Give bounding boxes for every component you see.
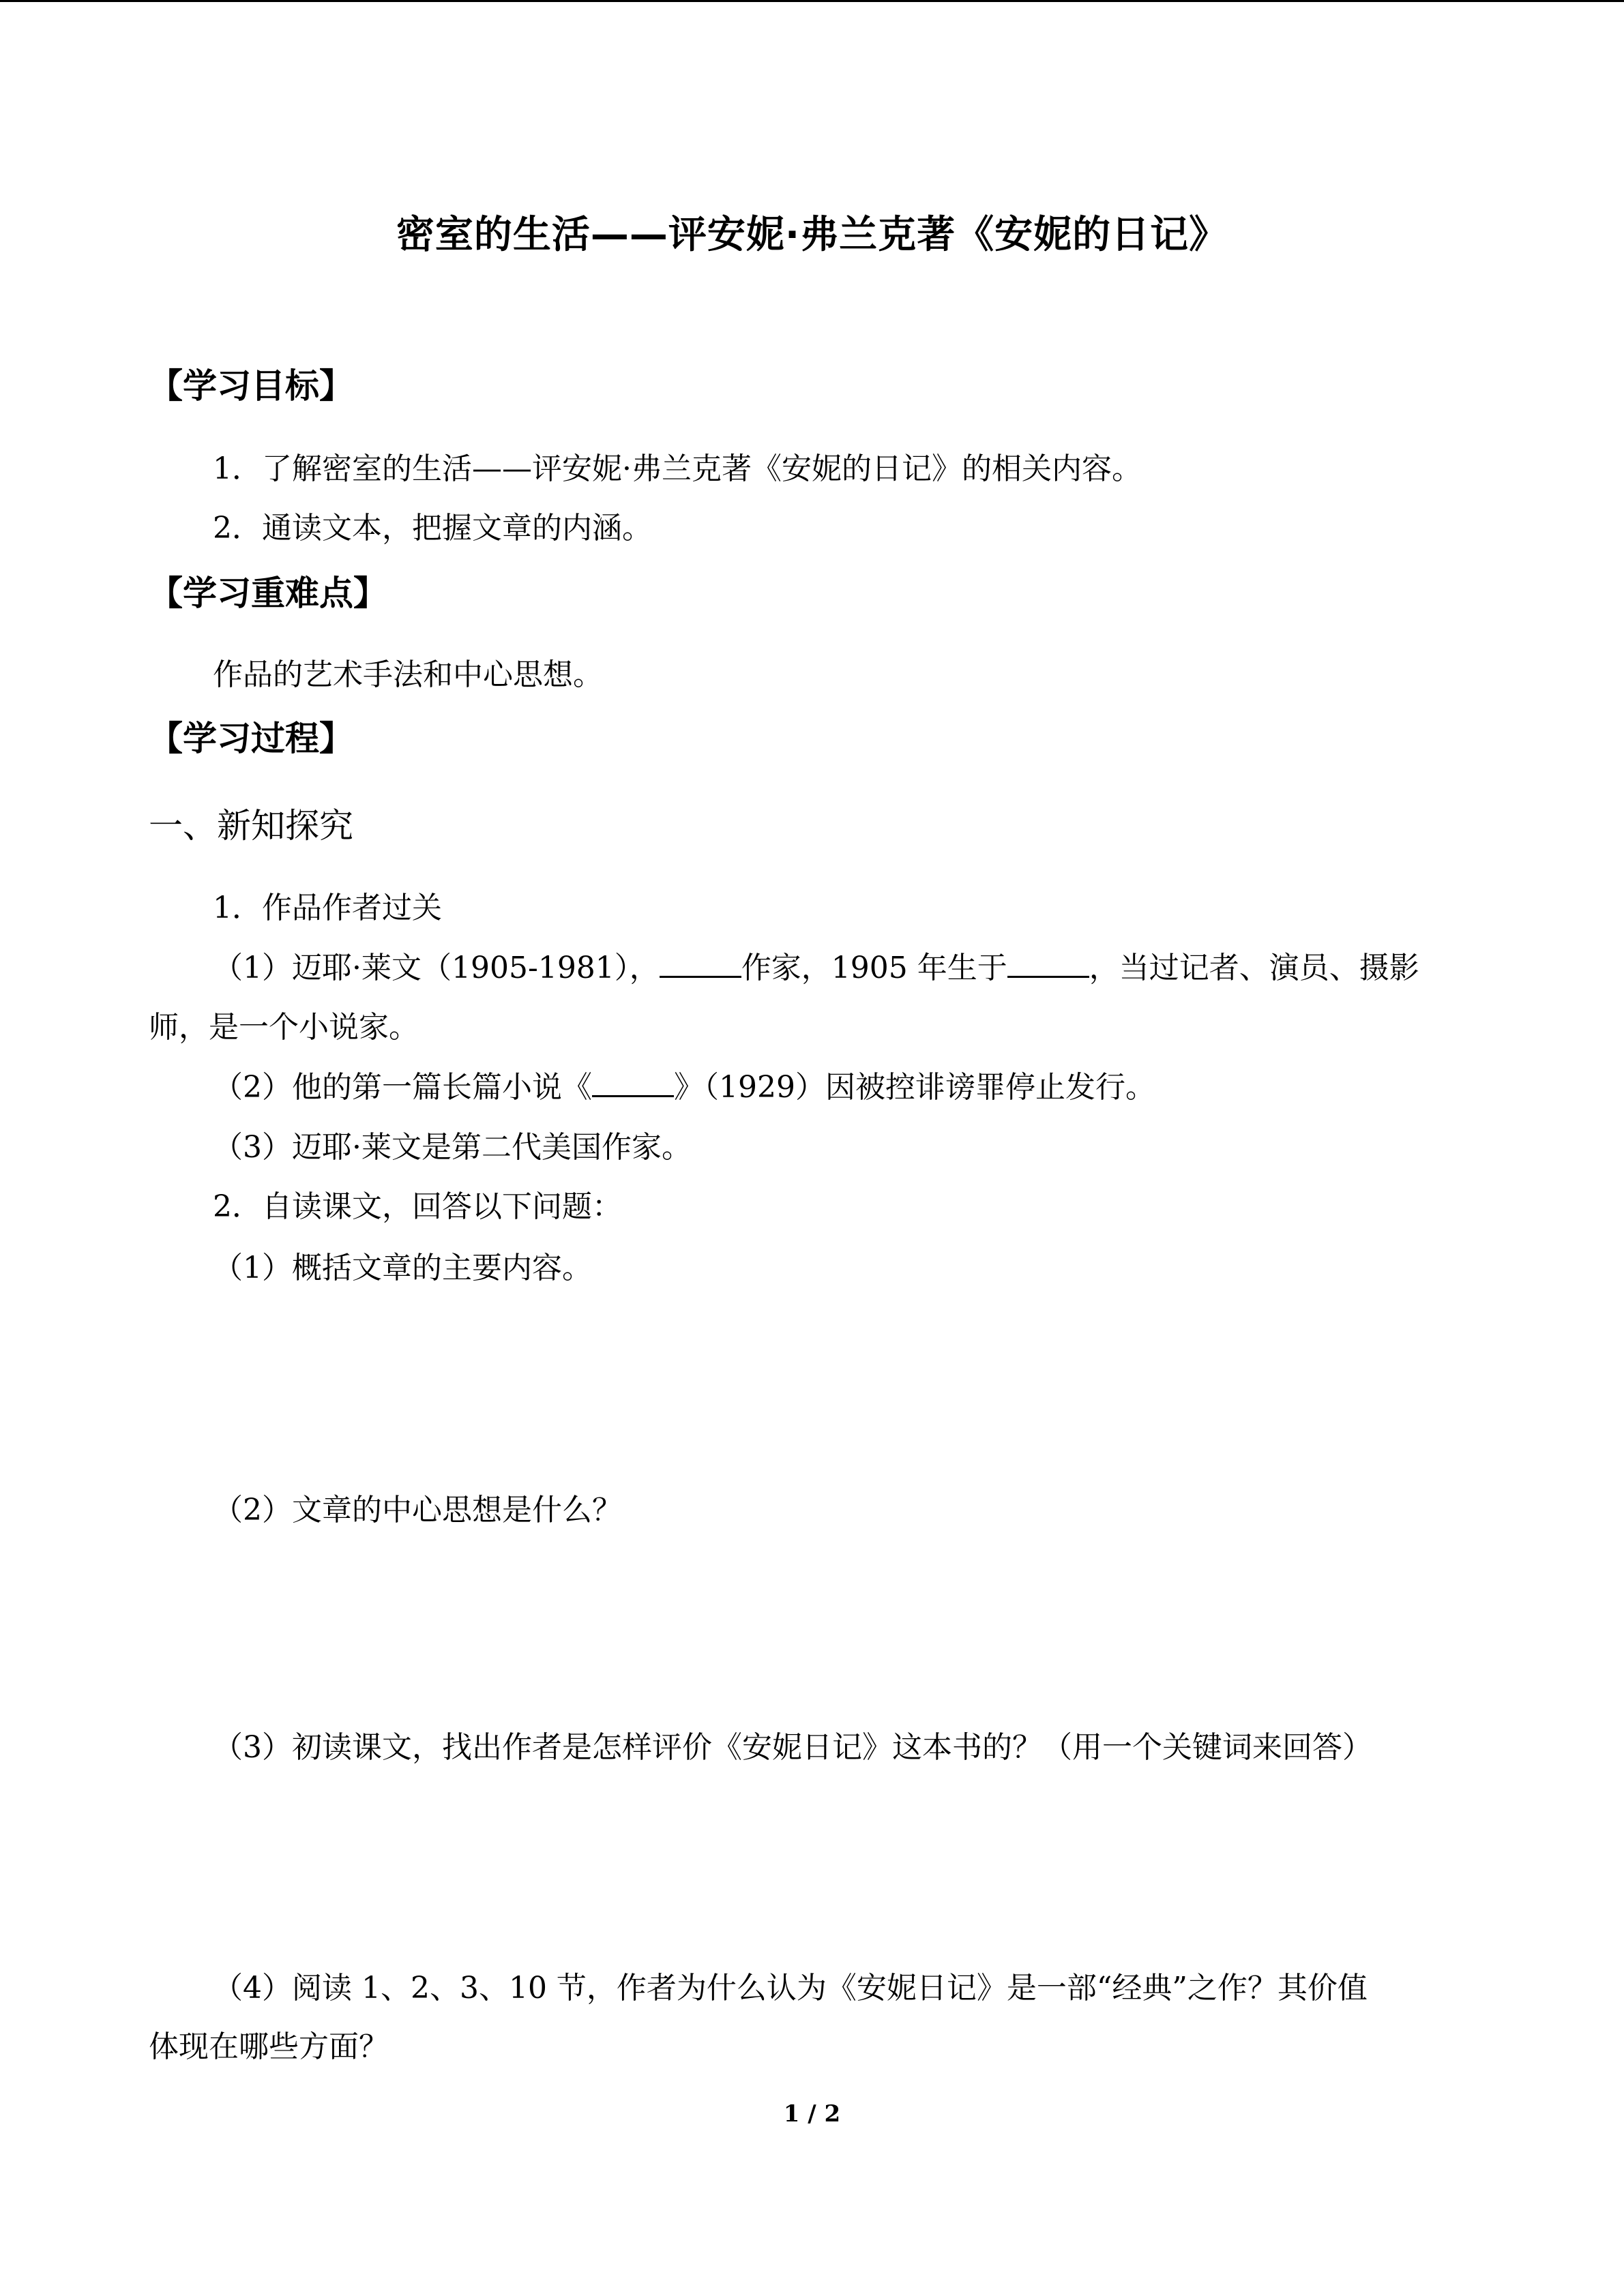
key-points-heading: 【学习重难点】 (149, 573, 387, 613)
q1-item-1-part-a: （1）迈耶·莱文（1905-1981）， (213, 951, 660, 985)
q1-item-1-continued: 师，是一个小说家。 (149, 1010, 419, 1045)
q1-item-1 (213, 946, 1419, 990)
q2-sub-2: （2）文章的中心思想是什么？ (213, 1493, 622, 1527)
fill-blank-birthplace[interactable] (1007, 949, 1089, 978)
fill-blank-novel-title[interactable] (592, 1068, 674, 1097)
q1-label: 1．作品作者过关 (213, 891, 442, 925)
q2-sub-4: （4）阅读 1、2、3、10 节，作者为什么认为《安妮日记》是一部“经典”之作？其价值 (213, 1971, 1368, 2006)
q1-item-2-part-a: （2）他的第一篇长篇小说《 (213, 1070, 592, 1105)
q2-sub-4-continued: 体现在哪些方面？ (149, 2029, 389, 2064)
process-heading: 【学习过程】 (149, 719, 353, 758)
q2-sub-3: （3）初读课文，找出作者是怎样评价《安妮日记》这本书的？（用一个关键词来回答） (213, 1730, 1372, 1765)
objectives-heading: 【学习目标】 (149, 366, 353, 406)
q1-item-2 (213, 1066, 1155, 1109)
page-number: 1 / 2 (783, 2100, 841, 2128)
part-one-heading: 一、新知探究 (149, 806, 353, 846)
key-points-text: 作品的艺术手法和中心思想。 (213, 657, 603, 692)
q2-label: 2．自读课文，回答以下问题： (213, 1189, 622, 1224)
q1-item-1-part-b: 作家，1905 年生于 (741, 951, 1007, 985)
fill-blank-nationality[interactable] (660, 949, 741, 978)
page-top-border (0, 0, 1624, 2)
objective-item-1: 1．了解密室的生活——评安妮·弗兰克著《安妮的日记》的相关内容。 (213, 451, 1142, 486)
objective-item-2: 2．通读文本，把握文章的内涵。 (213, 511, 652, 546)
q2-sub-1: （1）概括文章的主要内容。 (213, 1251, 592, 1285)
q1-item-1-part-c: ，当过记者、演员、摄影 (1089, 951, 1419, 985)
q1-item-2-part-b: 》（1929）因被控诽谤罪停止发行。 (674, 1070, 1155, 1105)
q1-item-3: （3）迈耶·莱文是第二代美国作家。 (213, 1130, 692, 1165)
document-title: 密室的生活——评安妮·弗兰克著《安妮的日记》 (396, 213, 1228, 257)
